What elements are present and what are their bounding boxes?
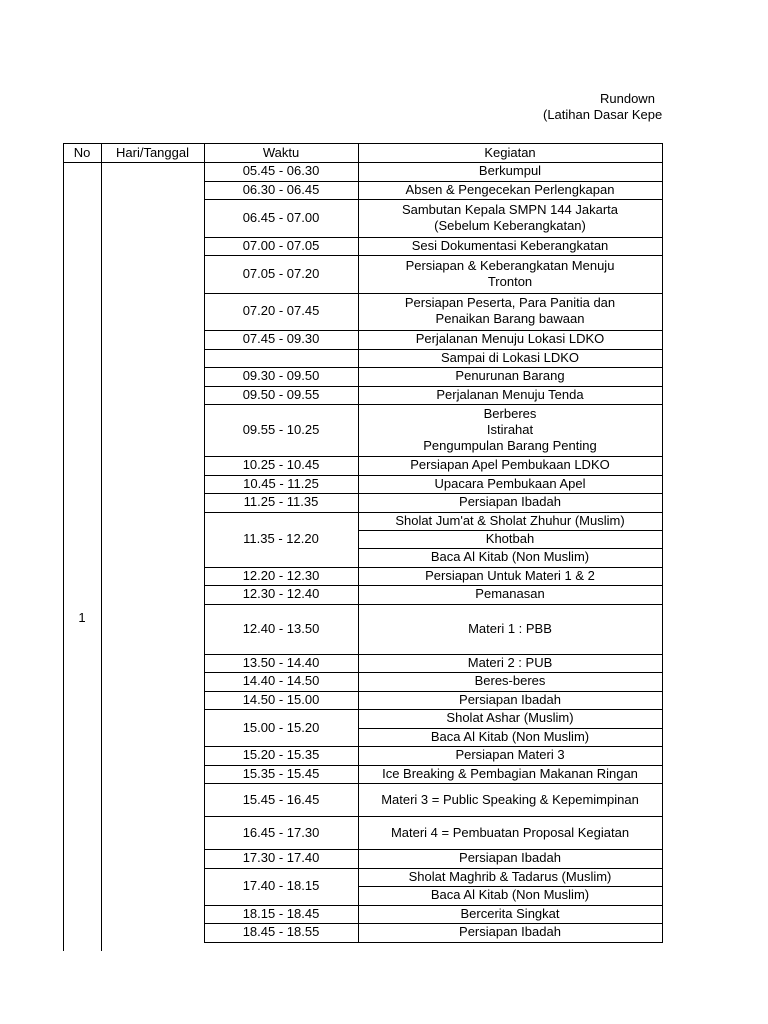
table-row-time: 11.35 - 12.20	[243, 531, 319, 546]
table-row-activity: Penurunan Barang	[455, 368, 565, 384]
table-row-activity: Bercerita Singkat	[460, 905, 560, 921]
table-row-activity: Pemanasan	[475, 586, 545, 602]
table-row-activity: Sholat Ashar (Muslim)	[446, 710, 574, 726]
table-row-activity: Sholat Maghrib & Tadarus (Muslim)	[408, 868, 612, 884]
table-grid-line	[63, 143, 663, 144]
table-grid-line	[358, 530, 663, 531]
table-row-activity: Materi 2 : PUB	[467, 654, 553, 670]
table-row-time	[204, 349, 358, 368]
table-row-time: 10.45 - 11.25	[243, 475, 319, 491]
table-row-time: 07.20 - 07.45	[242, 303, 320, 319]
table-row-time: 14.40 - 14.50	[242, 673, 320, 689]
table-row-activity: Berkumpul	[478, 163, 542, 179]
table-row-time: 13.50 - 14.40	[242, 654, 320, 670]
table-grid-line	[204, 942, 663, 943]
table-row-activity: Persiapan Ibadah	[459, 924, 561, 940]
table-grid-line	[358, 728, 663, 729]
table-row-time: 12.40 - 13.50	[242, 620, 320, 636]
table-row-activity: Persiapan Ibadah	[459, 494, 561, 510]
table-row-time: 12.20 - 12.30	[242, 567, 320, 583]
table-row-time: 18.15 - 18.45	[242, 905, 320, 921]
table-row-activity: Persiapan Untuk Materi 1 & 2	[425, 567, 595, 583]
table-row-time: 14.50 - 15.00	[242, 691, 320, 707]
table-grid-line	[358, 886, 663, 887]
table-row-activity: Khotbah	[485, 530, 535, 546]
table-row-activity: Perjalanan Menuju Tenda	[436, 386, 584, 402]
table-row-time: 05.45 - 06.30	[242, 163, 320, 179]
day-number: 1	[78, 610, 86, 625]
header-no: No	[73, 144, 91, 160]
table-row-time: 11.25 - 11.35	[243, 494, 319, 510]
table-row-activity: Persiapan Peserta, Para Panitia dan Penaikan Barang bawaan	[404, 295, 616, 327]
table-row-activity: Persiapan & Keberangkatan Menuju Tronton	[405, 257, 615, 289]
table-row-time: 15.35 - 15.45	[242, 765, 320, 781]
table-row-activity: Ice Breaking & Pembagian Makanan Ringan	[382, 765, 638, 781]
header-time: Waktu	[262, 144, 300, 160]
table-row-time: 09.30 - 09.50	[242, 368, 320, 384]
table-row-time: 18.45 - 18.55	[242, 924, 320, 940]
table-row-activity: Baca Al Kitab (Non Muslim)	[430, 549, 590, 565]
table-grid-line	[204, 143, 205, 943]
table-row-activity: Persiapan Apel Pembukaan LDKO	[410, 457, 610, 473]
table-row-time: 07.00 - 07.05	[242, 237, 320, 253]
table-row-activity: Baca Al Kitab (Non Muslim)	[430, 887, 590, 903]
table-row-activity: Absen & Pengecekan Perlengkapan	[405, 181, 615, 197]
table-row-time: 15.20 - 15.35	[242, 747, 320, 763]
table-row-time: 07.45 - 09.30	[242, 331, 320, 347]
table-row-time: 17.40 - 18.15	[242, 878, 320, 893]
table-row-time: 17.30 - 17.40	[242, 850, 320, 866]
table-row-activity: Materi 1 : PBB	[468, 620, 552, 636]
table-row-time: 09.50 - 09.55	[242, 386, 320, 402]
table-row-activity: Sholat Jum'at & Sholat Zhuhur (Muslim)	[395, 512, 625, 528]
table-row-time: 07.05 - 07.20	[242, 265, 320, 281]
table-row-activity: Sambutan Kepala SMPN 144 Jakarta (Sebelum Keberangkatan)	[401, 201, 619, 233]
table-grid-line	[662, 143, 663, 943]
table-row-time: 12.30 - 12.40	[242, 586, 320, 602]
table-row-activity: Materi 4 = Pembuatan Proposal Kegiatan	[390, 824, 630, 840]
table-grid-line	[101, 143, 102, 951]
table-grid-line	[358, 143, 359, 943]
header-activity: Kegiatan	[484, 144, 536, 160]
table-row-activity: Persiapan Materi 3	[455, 747, 565, 763]
table-row-time: 16.45 - 17.30	[242, 824, 320, 840]
table-row-time: 15.00 - 15.20	[242, 719, 320, 735]
table-row-time: 09.55 - 10.25	[242, 422, 320, 437]
table-row-activity: Persiapan Ibadah	[459, 850, 561, 866]
table-row-activity: Materi 3 = Public Speaking & Kepemimpinan	[381, 791, 639, 807]
document-subtitle: (Latihan Dasar Kepe	[543, 107, 663, 122]
table-row-time: 06.30 - 06.45	[242, 181, 320, 197]
page-edge-mask	[662, 80, 768, 130]
table-row-activity: Baca Al Kitab (Non Muslim)	[430, 728, 590, 744]
table-row-time: 15.45 - 16.45	[242, 791, 320, 807]
table-row-activity: Berberes Istirahat Pengumpulan Barang Penting	[423, 406, 597, 453]
table-row-activity: Sampai di Lokasi LDKO	[440, 349, 579, 365]
table-row-activity: Sesi Dokumentasi Keberangkatan	[411, 237, 609, 253]
table-grid-line	[358, 548, 663, 549]
table-row-activity: Persiapan Ibadah	[459, 691, 561, 707]
table-row-activity: Beres-beres	[474, 673, 546, 689]
table-row-activity: Perjalanan Menuju Lokasi LDKO	[415, 331, 605, 347]
table-row-time: 06.45 - 07.00	[242, 209, 320, 225]
header-day-date: Hari/Tanggal	[116, 144, 189, 160]
table-row-time: 10.25 - 10.45	[242, 457, 320, 473]
document-title: Rundown	[600, 91, 655, 106]
table-row-activity: Upacara Pembukaan Apel	[434, 475, 586, 491]
